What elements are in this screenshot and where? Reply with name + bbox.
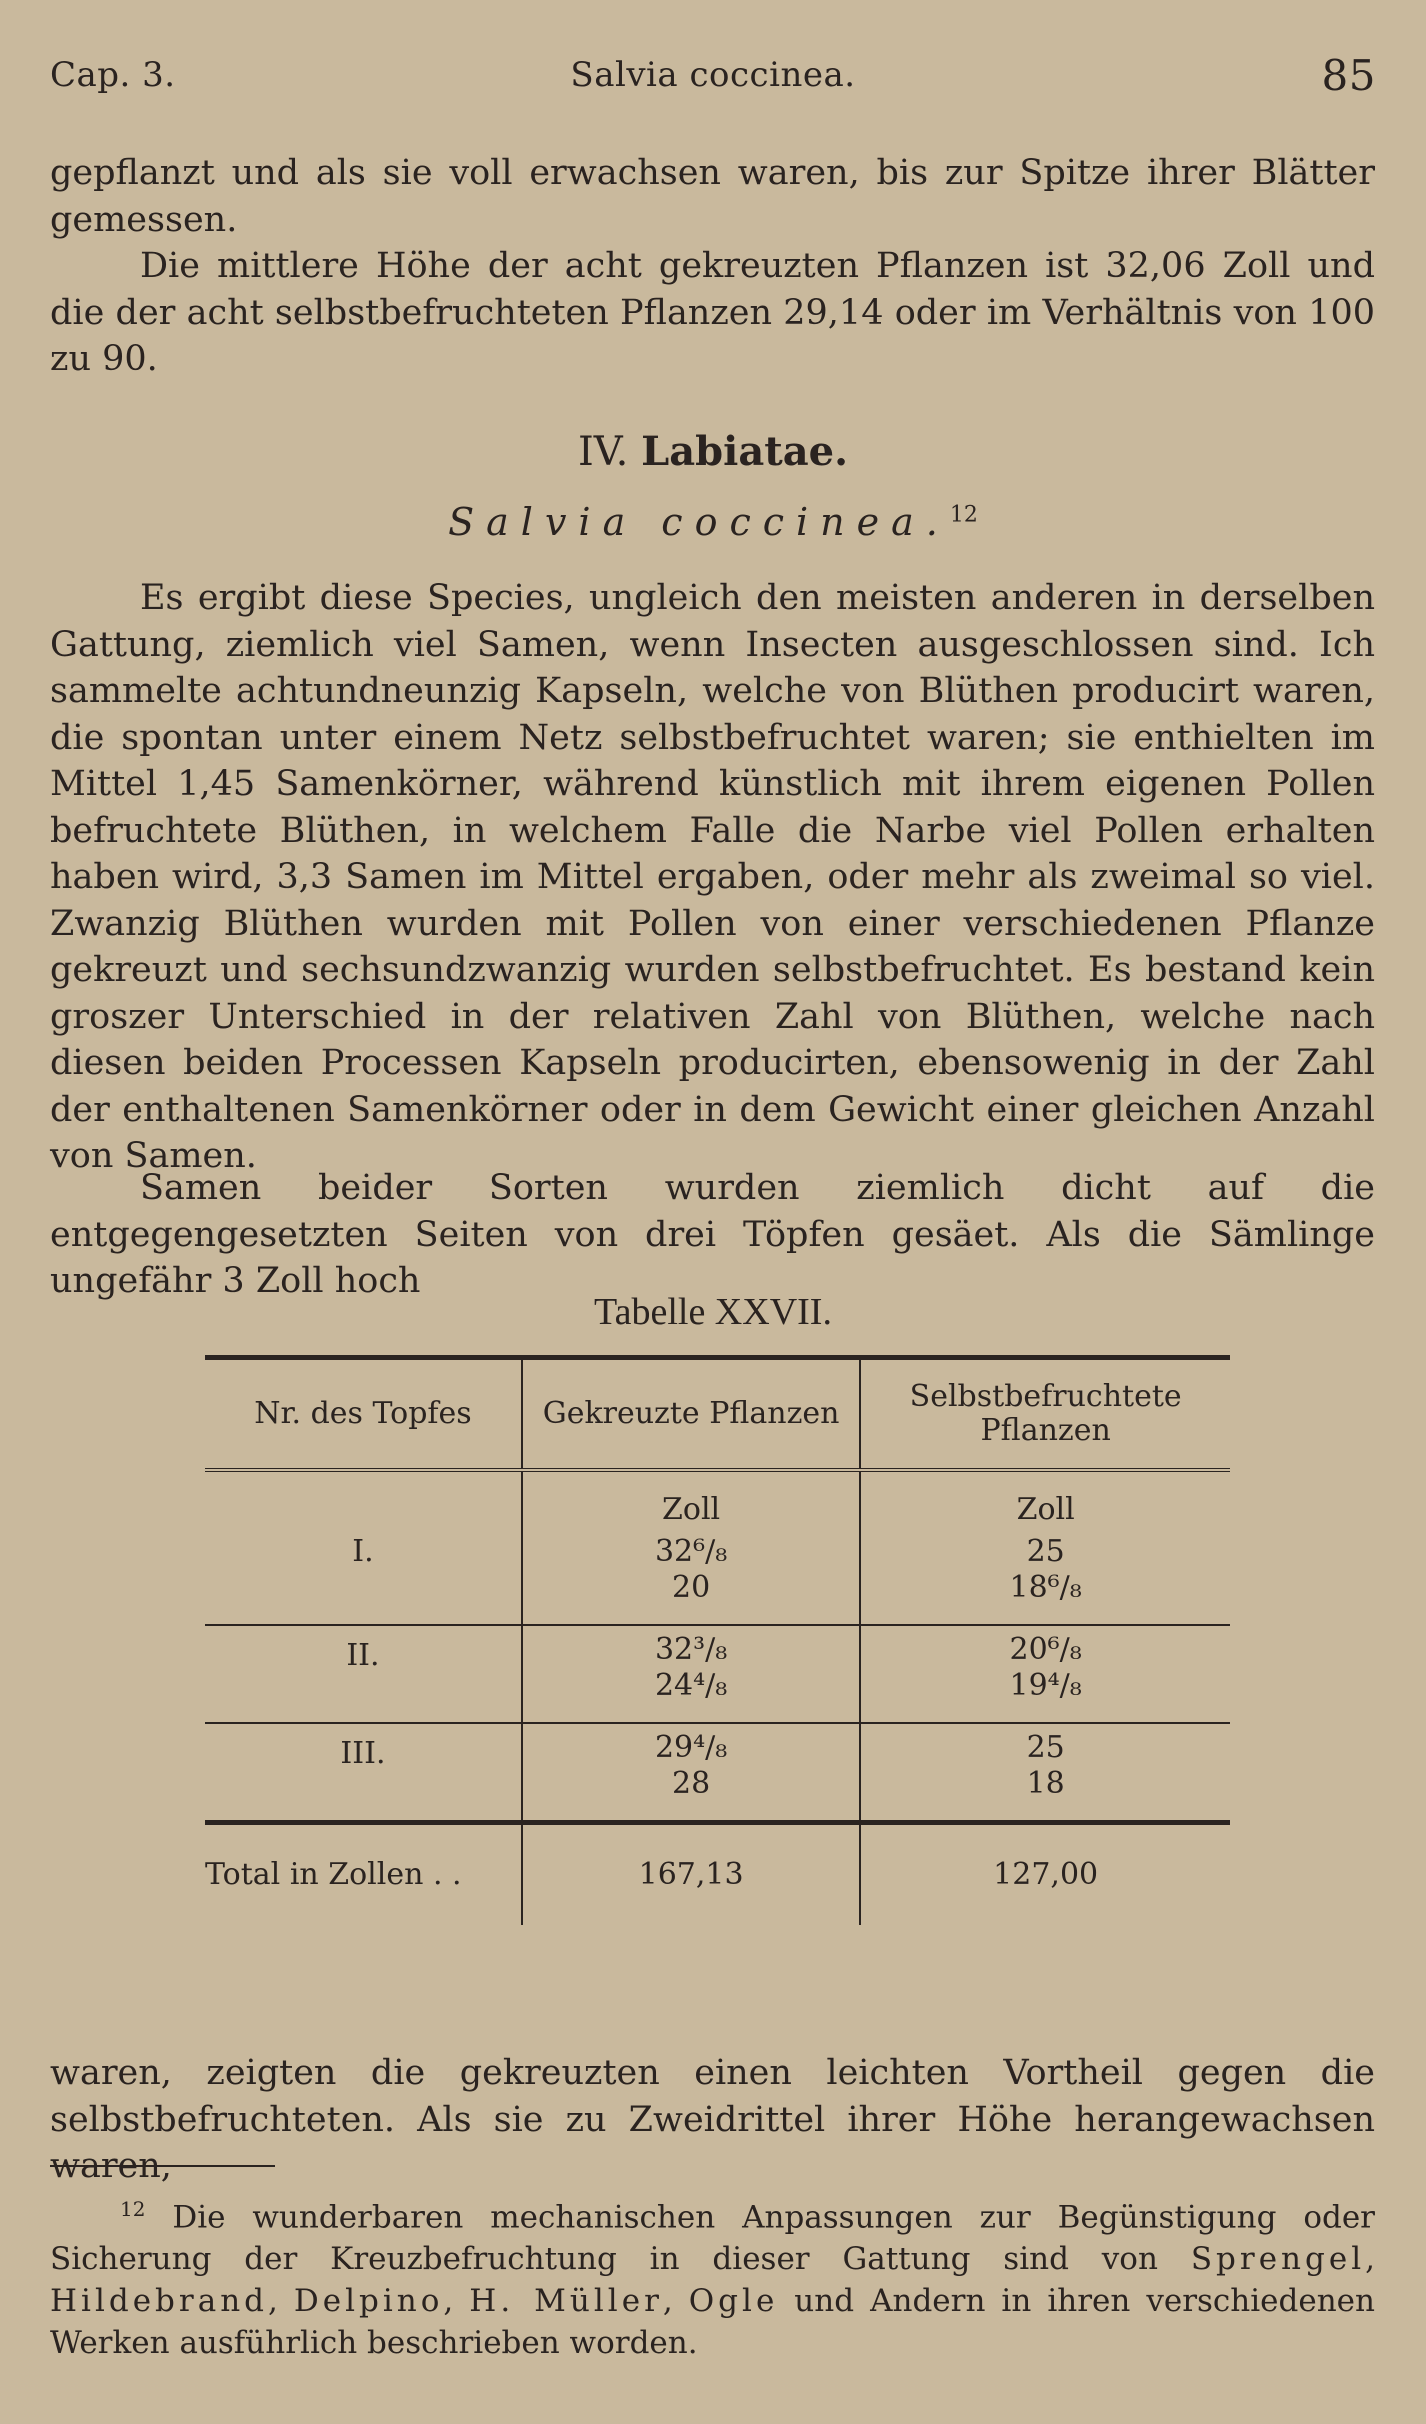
paragraph-continuation: gepflanzt und als sie voll erwachsen waren, bis zur Spitze ihrer Blätter gemessen. bbox=[50, 153, 1375, 240]
author-name: Sprengel bbox=[1190, 2241, 1366, 2278]
header-self: Selbstbefruchtete Pflanzen bbox=[860, 1358, 1230, 1471]
section-heading bbox=[0, 428, 1426, 475]
pot-number: III. bbox=[205, 1723, 522, 1823]
chapter-label: Cap. 3. bbox=[50, 55, 176, 95]
table-row bbox=[205, 1528, 1230, 1625]
author-name: Ogle bbox=[688, 2283, 779, 2320]
author-name: Delpino bbox=[293, 2283, 444, 2320]
author-name: H. Müller bbox=[469, 2283, 663, 2320]
crossed-values: 29⁴/₈ 28 bbox=[522, 1723, 860, 1823]
pot-number: I. bbox=[352, 1534, 374, 1569]
total-label: Total in Zollen . . bbox=[205, 1823, 522, 1926]
footnote-divider bbox=[50, 2165, 275, 2167]
table-title: Tabelle XXVII. bbox=[594, 1291, 832, 1333]
section-numeral: IV. bbox=[577, 429, 629, 475]
paragraph-mean-height: Die mittlere Höhe der acht gekreuzten Pflanzen ist 32,06 Zoll und die der acht selbstbefruchteten Pflanzen 29,14 oder im Verhältnis von 100 zu 90. bbox=[50, 246, 1375, 379]
self-values: 20⁶/₈ 19⁴/₈ bbox=[860, 1625, 1230, 1723]
running-title: Salvia coccinea. bbox=[570, 55, 856, 95]
pot-number: II. bbox=[205, 1625, 522, 1723]
unit-row bbox=[205, 1470, 1230, 1528]
footnote-ref: 12 bbox=[949, 502, 978, 528]
section-name: Labiatae. bbox=[641, 428, 849, 475]
paragraph-after-table: waren, zeigten die gekreuzten einen leichten Vortheil gegen die selbstbefruchteten. Als sie zu Zweidrittel ihrer Höhe herangewachsen waren, bbox=[50, 2053, 1375, 2186]
unit-self: Zoll bbox=[860, 1470, 1230, 1528]
table-header-row bbox=[205, 1358, 1230, 1471]
footnote: $^{12}$ Die wunderbaren mechanischen Anpassungen zur Begünstigung oder Sicherung der Kreuzbefruchtung in dieser Gattung sind von Sprengel, Hildebrand, Delpino, H. Müller, Ogle und Andern in ihren verschiedenen Werken ausführlich beschrieben worden. bbox=[50, 2197, 1375, 2362]
unit-crossed: Zoll bbox=[522, 1470, 860, 1528]
author-name: Hildebrand bbox=[50, 2283, 269, 2320]
table-row bbox=[205, 1625, 1230, 1723]
paragraph-sowing: Samen beider Sorten wurden ziemlich dicht auf die entgegengesetzten Seiten von drei Töpfen gesäet. Als die Sämlinge ungefähr 3 Zoll hoch bbox=[50, 1168, 1375, 1301]
self-values: 25 18 bbox=[860, 1723, 1230, 1823]
running-header bbox=[50, 51, 1376, 105]
header-pot: Nr. des Topfes bbox=[205, 1358, 522, 1471]
species-heading bbox=[0, 500, 1426, 544]
table-total-row bbox=[205, 1823, 1230, 1926]
crossed-values: 32³/₈ 24⁴/₈ bbox=[522, 1625, 860, 1723]
header-crossed: Gekreuzte Pflanzen bbox=[522, 1358, 860, 1471]
page-number: 85 bbox=[1321, 51, 1376, 100]
total-crossed: 167,13 bbox=[522, 1823, 860, 1926]
crossed-values: 32⁶/₈ 20 bbox=[522, 1528, 860, 1625]
species-name: Salvia coccinea. bbox=[448, 500, 950, 544]
self-values: 25 18⁶/₈ bbox=[860, 1528, 1230, 1625]
data-table bbox=[205, 1355, 1230, 1925]
total-self: 127,00 bbox=[860, 1823, 1230, 1926]
table-row bbox=[205, 1723, 1230, 1823]
paragraph-seeds: Es ergibt diese Species, ungleich den meisten anderen in derselben Gattung, ziemlich viel Samen, wenn Insecten ausgeschlossen sind. Ich sammelte achtundneunzig Kapseln, welche von Blüthen producirt waren, die spontan unter einem Netz selbstbefruchtet waren; sie enthielten im Mittel 1,45 Samenkörner, während künstlich mit ihrem eigenen Pollen befruchtete Blüthen, in welchem Falle die Narbe viel Pollen erhalten haben wird, 3,3 Samen im Mittel ergaben, oder mehr als zweimal so viel. Zwanzig Blüthen wurden mit Pollen von einer verschiedenen Pflanze gekreuzt und sechsundzwanzig wurden selbstbefruchtet. Es bestand kein groszer Unterschied in der relativen Zahl von Blüthen, welche nach diesen beiden Processen Kapseln producirten, ebensowenig in der Zahl der enthaltenen Samenkörner oder in dem Gewicht einer gleichen Anzahl von Samen. bbox=[50, 578, 1375, 1176]
footnote-number: 12 bbox=[120, 2197, 146, 2221]
